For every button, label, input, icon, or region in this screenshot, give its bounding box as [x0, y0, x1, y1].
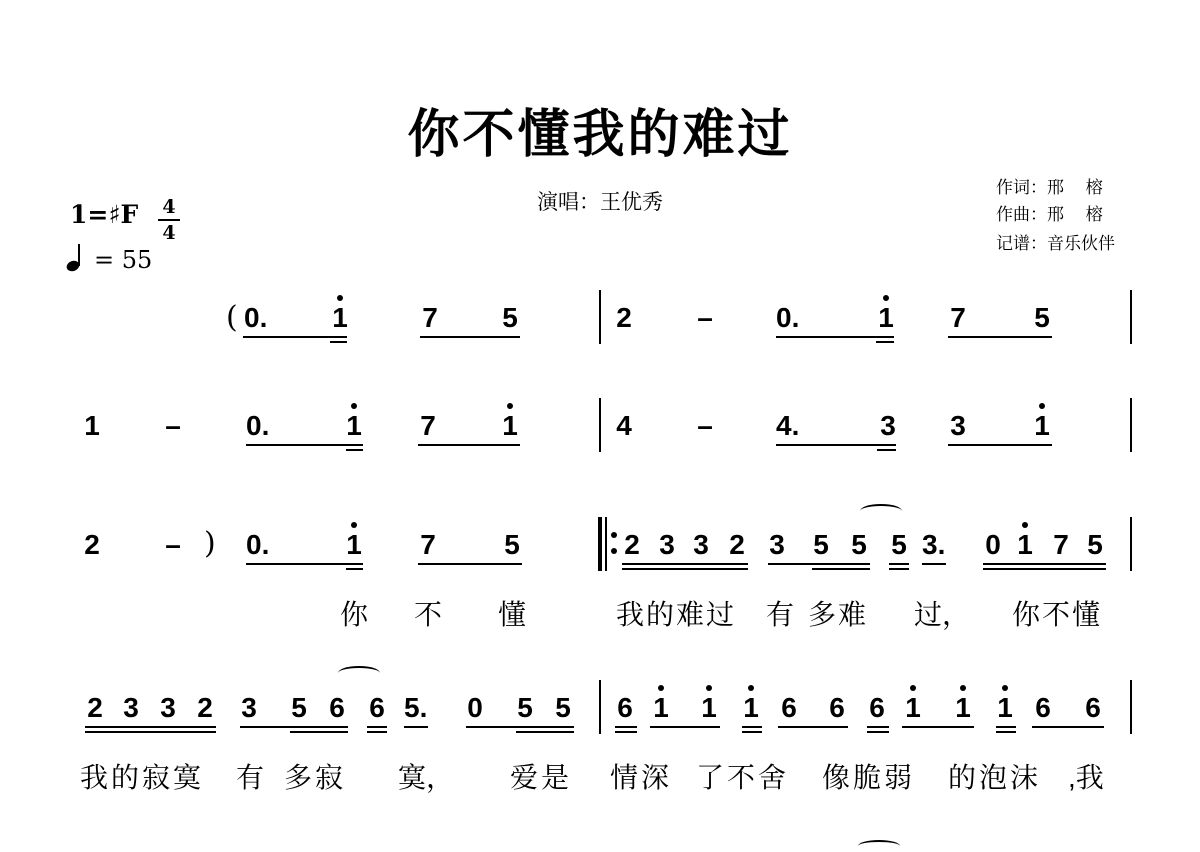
- lyric-text: 有: [236, 762, 265, 793]
- beam-line: [466, 726, 574, 728]
- note: 5: [851, 529, 867, 560]
- note: 6: [617, 692, 633, 723]
- note: 1: [346, 529, 362, 560]
- lyric-text: 爱是: [510, 762, 573, 793]
- tie-arc: [860, 504, 902, 518]
- note: 3: [241, 692, 257, 723]
- time-signature-top: 4: [162, 196, 176, 218]
- lyricist-credit: 作词：邢 榕: [996, 178, 1103, 197]
- note: 3.: [922, 529, 946, 560]
- repeat-start-thin-bar: [605, 517, 607, 571]
- key-signature: 1=♯F: [70, 200, 139, 229]
- note: 3: [769, 529, 785, 560]
- high-octave-dot: [337, 295, 343, 301]
- beam-line: [346, 449, 363, 451]
- note: 7: [420, 410, 436, 441]
- note: 1: [997, 692, 1013, 723]
- note: 1: [905, 692, 921, 723]
- time-signature-bottom: 4: [162, 222, 176, 244]
- beam-line: [889, 568, 909, 570]
- bar-line: [1130, 680, 1132, 734]
- high-octave-dot: [658, 685, 664, 691]
- lyric-text: 懂: [498, 599, 527, 630]
- note: 3: [880, 410, 896, 441]
- beam-line: [622, 568, 748, 570]
- beam-line: [615, 726, 637, 728]
- note: 5: [504, 529, 520, 560]
- beam-line: [367, 726, 387, 728]
- note: 5.: [404, 692, 428, 723]
- lyric-text: 多难: [808, 599, 869, 630]
- beam-line: [983, 563, 1106, 565]
- transcriber-credit: 记谱：音乐伙伴: [996, 234, 1115, 253]
- note: 7: [950, 302, 966, 333]
- bar-line: [1130, 398, 1132, 452]
- tempo-marking: = 55: [94, 246, 153, 274]
- note: 6: [369, 692, 385, 723]
- high-octave-dot: [1039, 403, 1045, 409]
- note: 3: [160, 692, 176, 723]
- repeat-dot: [611, 548, 617, 554]
- high-octave-dot: [960, 685, 966, 691]
- note: 2: [84, 529, 100, 560]
- beam-line: [889, 563, 909, 565]
- song-title: 你不懂我的难过: [407, 104, 793, 165]
- note: 1: [332, 302, 348, 333]
- high-octave-dot: [507, 403, 513, 409]
- beam-line: [290, 731, 348, 733]
- beam-line: [867, 731, 889, 733]
- open-parenthesis: (: [226, 300, 238, 335]
- tie-arc: [338, 666, 380, 680]
- beam-line: [418, 563, 522, 565]
- high-octave-dot: [1002, 685, 1008, 691]
- note: 1: [878, 302, 894, 333]
- beam-line: [622, 563, 748, 565]
- beam-line: [346, 568, 363, 570]
- note: 6: [1085, 692, 1101, 723]
- note: 5: [502, 302, 518, 333]
- lyric-text: 寞，: [398, 762, 455, 793]
- beam-line: [240, 726, 348, 728]
- note: –: [165, 529, 181, 560]
- beam-line: [778, 726, 848, 728]
- high-octave-dot: [748, 685, 754, 691]
- beam-line: [776, 444, 896, 446]
- close-parenthesis: ): [204, 526, 216, 561]
- note: 5: [1087, 529, 1103, 560]
- note: –: [165, 410, 181, 441]
- note: 3: [693, 529, 709, 560]
- high-octave-dot: [351, 522, 357, 528]
- high-octave-dot: [1022, 522, 1028, 528]
- lyric-text: 情深: [610, 762, 673, 793]
- note: 5: [555, 692, 571, 723]
- bar-line: [599, 398, 601, 452]
- lyric-text: 多寂: [284, 762, 347, 793]
- beam-line: [867, 726, 889, 728]
- beam-line: [742, 726, 762, 728]
- note: 1: [743, 692, 759, 723]
- note: 1: [346, 410, 362, 441]
- beam-line: [902, 726, 974, 728]
- note: 2: [87, 692, 103, 723]
- repeat-start-thick-bar: [598, 517, 602, 571]
- beam-line: [983, 568, 1106, 570]
- note: 3: [659, 529, 675, 560]
- note: 1: [701, 692, 717, 723]
- note: 0.: [776, 302, 800, 333]
- note: 5: [1034, 302, 1050, 333]
- note: 0.: [246, 529, 270, 560]
- beam-line: [246, 444, 363, 446]
- lyric-text: 你: [340, 599, 369, 630]
- note: 1: [1034, 410, 1050, 441]
- lyric-text: 有: [766, 599, 795, 630]
- beam-line: [768, 563, 870, 565]
- lyric-text: 过，: [914, 599, 971, 630]
- lyric-text: 了不舍: [696, 762, 790, 793]
- beam-line: [85, 731, 216, 733]
- note: 2: [197, 692, 213, 723]
- note: 1: [1017, 529, 1033, 560]
- lyric-text: 不: [414, 599, 443, 630]
- note: –: [697, 302, 713, 333]
- note: 5: [813, 529, 829, 560]
- bar-line: [1130, 517, 1132, 571]
- bar-line: [599, 680, 601, 734]
- bar-line: [599, 290, 601, 344]
- note: 4.: [776, 410, 800, 441]
- note: 3: [950, 410, 966, 441]
- note: 2: [729, 529, 745, 560]
- beam-line: [330, 341, 347, 343]
- note: 1: [653, 692, 669, 723]
- beam-line: [85, 726, 216, 728]
- beam-line: [246, 563, 363, 565]
- beam-line: [812, 568, 870, 570]
- note: 6: [869, 692, 885, 723]
- note: 6: [329, 692, 345, 723]
- time-signature: [158, 196, 180, 244]
- lyric-text: 的泡沫: [948, 762, 1042, 793]
- beam-line: [420, 336, 520, 338]
- beam-line: [876, 341, 894, 343]
- note: 7: [1053, 529, 1069, 560]
- note: 2: [624, 529, 640, 560]
- note: 7: [422, 302, 438, 333]
- beam-line: [650, 726, 720, 728]
- beam-line: [418, 444, 520, 446]
- note: 7: [420, 529, 436, 560]
- note: 5: [891, 529, 907, 560]
- lyric-text: 我的寂寞: [80, 762, 205, 793]
- note: 0: [985, 529, 1001, 560]
- composer-credit: 作曲：邢 榕: [996, 205, 1103, 224]
- note: 0: [467, 692, 483, 723]
- high-octave-dot: [706, 685, 712, 691]
- note: 3: [123, 692, 139, 723]
- beam-line: [243, 336, 347, 338]
- lyric-text: ,我: [1068, 762, 1104, 793]
- repeat-dot: [611, 532, 617, 538]
- beam-line: [742, 731, 762, 733]
- beam-line: [1032, 726, 1104, 728]
- note: 2: [616, 302, 632, 333]
- beam-line: [404, 726, 428, 728]
- beam-line: [877, 449, 896, 451]
- beam-line: [516, 731, 574, 733]
- note: 1: [84, 410, 100, 441]
- singer-credit: 演唱：王优秀: [537, 191, 663, 214]
- beam-line: [996, 731, 1016, 733]
- lyric-text: 我的难过: [616, 599, 737, 630]
- note: 5: [291, 692, 307, 723]
- beam-line: [948, 336, 1052, 338]
- quarter-note-icon: [66, 244, 90, 272]
- note: 1: [502, 410, 518, 441]
- note: 0.: [246, 410, 270, 441]
- note: 6: [829, 692, 845, 723]
- note: 1: [955, 692, 971, 723]
- beam-line: [948, 444, 1052, 446]
- lyric-text: 像脆弱: [822, 762, 916, 793]
- beam-line: [615, 731, 637, 733]
- high-octave-dot: [351, 403, 357, 409]
- beam-line: [776, 336, 894, 338]
- bar-line: [1130, 290, 1132, 344]
- beam-line: [996, 726, 1016, 728]
- note: –: [697, 410, 713, 441]
- note: 6: [1035, 692, 1051, 723]
- lyric-text: 你不懂: [1012, 599, 1103, 630]
- high-octave-dot: [883, 295, 889, 301]
- tie-arc: [858, 840, 900, 852]
- beam-line: [367, 731, 387, 733]
- beam-line: [922, 563, 946, 565]
- note: 5: [517, 692, 533, 723]
- high-octave-dot: [910, 685, 916, 691]
- note: 6: [781, 692, 797, 723]
- note: 0.: [244, 302, 268, 333]
- note: 4: [616, 410, 632, 441]
